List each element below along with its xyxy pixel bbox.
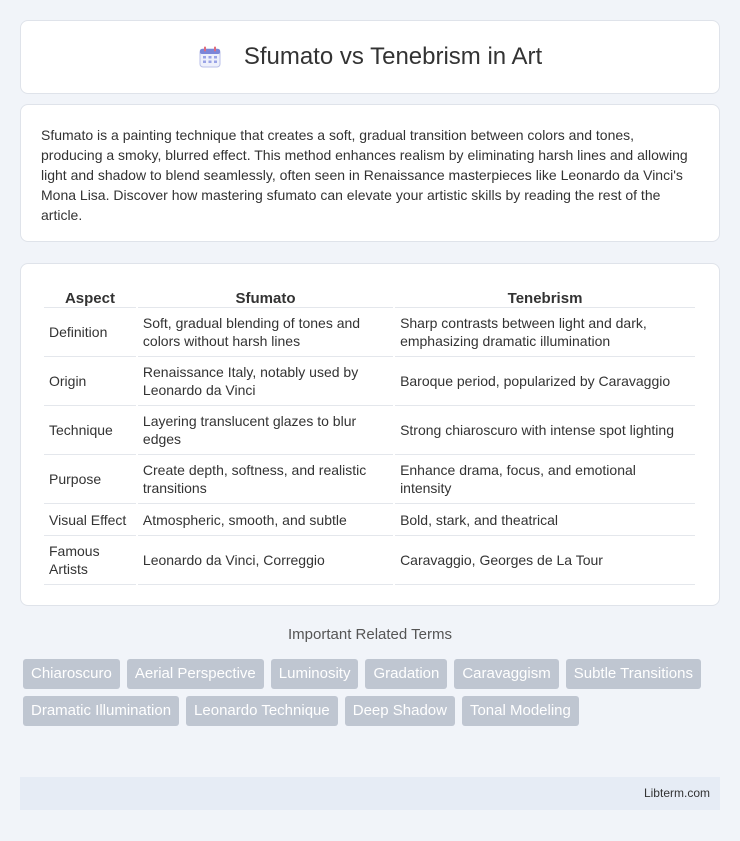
table-row <box>44 357 695 406</box>
cell-sfumato: Create depth, softness, and realistic transitions <box>138 455 393 504</box>
term-tag[interactable]: Dramatic Illumination <box>23 696 179 726</box>
cell-sfumato: Leonardo da Vinci, Correggio <box>138 536 393 585</box>
cell-tenebrism: Sharp contrasts between light and dark, emphasizing dramatic illumination <box>395 308 695 357</box>
term-tag[interactable]: Tonal Modeling <box>462 696 579 726</box>
header-tenebrism: Tenebrism <box>395 286 695 308</box>
cell-tenebrism: Enhance drama, focus, and emotional intensity <box>395 455 695 504</box>
term-tag[interactable]: Gradation <box>365 659 447 689</box>
table-row <box>44 308 695 357</box>
term-tag[interactable]: Aerial Perspective <box>127 659 264 689</box>
term-tag[interactable]: Deep Shadow <box>345 696 455 726</box>
table-row <box>44 504 695 536</box>
page-title: Sfumato vs Tenebrism in Art <box>243 43 543 70</box>
cell-aspect: Purpose <box>44 455 136 504</box>
header-card <box>20 20 720 94</box>
footer <box>20 777 720 810</box>
footer-site-link[interactable]: Libterm.com <box>643 786 710 800</box>
calendar-icon <box>198 45 222 69</box>
term-tag[interactable]: Luminosity <box>271 659 359 689</box>
cell-aspect: Technique <box>44 406 136 455</box>
cell-sfumato: Atmospheric, smooth, and subtle <box>138 504 393 536</box>
term-tag[interactable]: Caravaggism <box>454 659 558 689</box>
intro-card <box>20 104 720 242</box>
cell-sfumato: Soft, gradual blending of tones and colors without harsh lines <box>138 308 393 357</box>
table-row <box>44 536 695 585</box>
term-tag[interactable]: Subtle Transitions <box>566 659 701 689</box>
cell-aspect: Origin <box>44 357 136 406</box>
header-sfumato: Sfumato <box>138 286 393 308</box>
related-terms-list <box>23 659 723 726</box>
header-aspect: Aspect <box>44 286 136 308</box>
related-terms-title: Important Related Terms <box>288 626 452 643</box>
cell-aspect: Famous Artists <box>44 536 136 585</box>
cell-sfumato: Renaissance Italy, notably used by Leonardo da Vinci <box>138 357 393 406</box>
cell-tenebrism: Baroque period, popularized by Caravaggio <box>395 357 695 406</box>
table-row <box>44 455 695 504</box>
cell-tenebrism: Strong chiaroscuro with intense spot lighting <box>395 406 695 455</box>
comparison-table-card <box>20 263 720 606</box>
term-tag[interactable]: Chiaroscuro <box>23 659 120 689</box>
comparison-table <box>42 286 697 585</box>
table-row <box>44 406 695 455</box>
table-header-row <box>44 286 695 308</box>
cell-aspect: Definition <box>44 308 136 357</box>
intro-paragraph: Sfumato is a painting technique that creates a soft, gradual transition between colors and tones, producing a smoky, blurred effect. This method enhances realism by eliminating harsh lines and allowing light and shadow to blend seamlessly, often seen in Renaissance masterpieces like Leonardo da Vinci's Mona Lisa. Discover how mastering sfumato can elevate your artistic skills by reading the rest of the article. <box>41 127 688 223</box>
cell-sfumato: Layering translucent glazes to blur edges <box>138 406 393 455</box>
cell-tenebrism: Bold, stark, and theatrical <box>395 504 695 536</box>
cell-aspect: Visual Effect <box>44 504 136 536</box>
term-tag[interactable]: Leonardo Technique <box>186 696 338 726</box>
cell-tenebrism: Caravaggio, Georges de La Tour <box>395 536 695 585</box>
